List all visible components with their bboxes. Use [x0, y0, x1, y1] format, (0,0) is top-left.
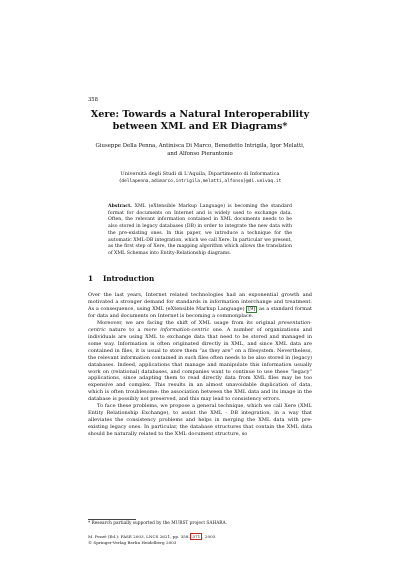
affiliation: Università degli Studi di L'Aquila, Dipartimento di Informatica	[120, 171, 280, 177]
section-heading	[88, 274, 154, 283]
footnote-rule	[88, 519, 136, 520]
authors-line-2: and Alfonso Pierantonio	[167, 150, 233, 157]
paragraph-2-emphasis-1: presentation-centric	[88, 319, 312, 333]
citation-year: , 2003.	[202, 534, 217, 539]
paragraph-1	[88, 292, 312, 320]
section-title: Introduction	[103, 274, 155, 283]
reference-link[interactable]: [9]	[248, 305, 256, 312]
author-emails: {dellapenna,adimarco,intrigila,melatti,alfonso}@di.univaq.it	[118, 179, 282, 184]
page-range-link[interactable]: 371	[192, 534, 201, 539]
abstract-text: XML (eXtensible Markup Language) is becoming the standard format for documents on Internet and is widely used to exchange data. Often, the relevant information contained in XML documents needs to be also stored in legacy databases (DB) in order to integrate the new data with the pre-existing ones. In this paper, we introduce a technique for the automatic XML-DB integration, which we call Xere. In particular we present, as the first step of Xere, the mapping algorithm which allows the translation of XML Schemas into Entity-Relationship diagrams.	[108, 204, 292, 256]
citation-text: M. Pezzè (Ed.): FASE 2003, LNCS 2621, pp. 358–	[88, 534, 191, 539]
paragraph-2-emphasis-2: more information-centric	[143, 326, 210, 333]
abstract	[108, 204, 292, 258]
page-number: 358	[88, 97, 98, 103]
section-body	[88, 292, 312, 438]
paragraph-3: To face these problems, we propose a general technique, which we call Xere (XML Entity Relationship Exchange), to assist the XML - DB integration, in a way that alleviates the consistency problems and helps in merging the XML data with pre-existing legacy ones. In particular, the database structures that contain the XML data should be naturally related to the XML document structure, so	[88, 403, 312, 438]
abstract-label: Abstract.	[108, 204, 132, 209]
citation-line	[88, 533, 312, 540]
paper-title	[60, 109, 340, 133]
paragraph-1-tail: as a standard format for data and documents on Internet is becoming a commonplace.	[88, 305, 313, 319]
authors-line-1: Giuseppe Della Penna, Antinisca Di Marco, Benedetto Intrigila, Igor Melatti,	[95, 143, 305, 149]
paragraph-2-part-b: nature to a	[109, 326, 141, 333]
copyright-line: © Springer-Verlag Berlin Heidelberg 2003	[88, 540, 177, 545]
affiliation-block	[60, 171, 340, 185]
title-line-2: between XML and ER Diagrams*	[112, 121, 288, 132]
paragraph-2-part-a: Moreover, we are facing the shift of XML usage from its original	[97, 319, 276, 326]
author-list	[60, 143, 340, 158]
section-number: 1	[88, 274, 94, 283]
title-line-1: Xere: Towards a Natural Interoperability	[90, 109, 310, 120]
paragraph-2-part-c: one. A number of organizations and individuals are using XML to exchange data that need to be stored and managed in some way. Information is often originated directly in XML, and since XML data are contained in files, it is usual to store them “as they are” on a filesystem. Nevertheless, the relevant information contained in such files often needs to be also stored in (legacy) databases. Indeed, applications that manage and manipulate this information usually work on (relational) databases, and companies want to continue to use these “legacy” applications, since adapting them to read directly data from XML files may be too expensive and complex. This results in an almost unavoidable duplication of data, which is often troublesome: the association between the XML data and its image in the database is possibly not preserved, and this may lead to consistency errors.	[88, 326, 312, 403]
paragraph-2	[88, 320, 312, 403]
citation-block	[88, 533, 312, 546]
footnote: * Research partially supported by the MURST project SAHARA.	[88, 521, 228, 526]
paragraph-1-text: Over the last years, Internet related technologies had an exponential growth and motivated a stronger demand for standards in information interchange and treatment. As a consequence, using XML (eXtensible Markup Language)	[88, 292, 312, 312]
